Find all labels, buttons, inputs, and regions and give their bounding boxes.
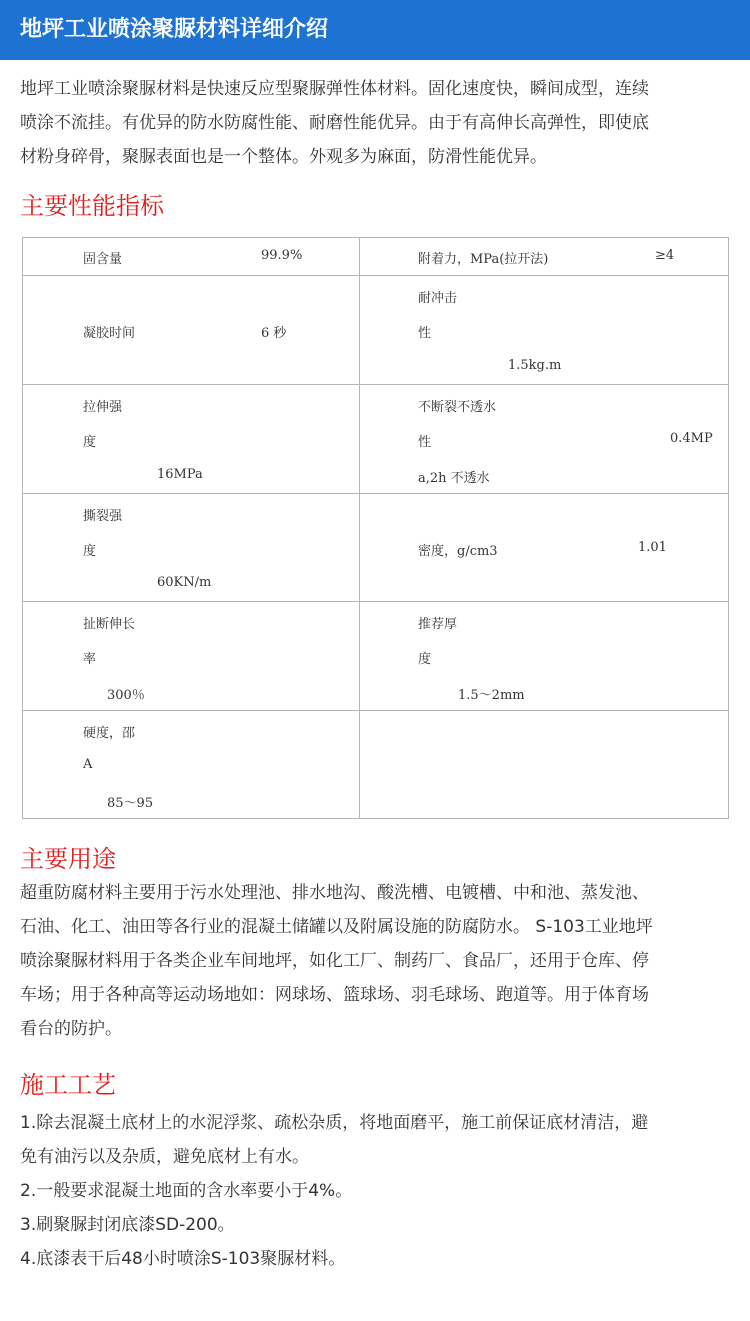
spec-cell	[23, 711, 360, 819]
spec-label: 不断裂不透水	[418, 400, 497, 415]
spec-label: 度	[83, 435, 97, 450]
spec-label: 推荐厚	[418, 617, 458, 632]
spec-value: a,2h 不透水	[418, 471, 490, 486]
table-row	[23, 494, 729, 602]
spec-cell	[23, 494, 360, 602]
page-title: 地坪工业喷涂聚脲材料详细介绍	[20, 17, 329, 42]
spec-value: 60KN/m	[157, 575, 212, 590]
spec-label: 凝胶时间	[83, 326, 136, 341]
spec-cell	[23, 238, 360, 276]
table-row	[23, 238, 729, 276]
spec-cell	[360, 494, 729, 602]
spec-label: 耐冲击	[418, 291, 458, 306]
spec-label: 度	[418, 652, 432, 667]
process-step: 2.一般要求混凝土地面的含水率要小于4%。	[20, 1181, 353, 1201]
usage-line: 喷涂聚脲材料用于各类企业车间地坪，如化工厂、制药厂、食品厂，还用于仓库、停	[20, 951, 649, 971]
spec-value: 0.4MP	[670, 431, 713, 446]
intro-line: 材粉身碎骨，聚脲表面也是一个整体。外观多为麻面，防滑性能优异。	[20, 147, 547, 167]
table-row	[23, 385, 729, 494]
usage-line: 车场；用于各种高等运动场地如：网球场、篮球场、羽毛球场、跑道等。用于体育场	[20, 985, 649, 1005]
spec-value: 6 秒	[261, 326, 287, 341]
spec-cell	[360, 238, 729, 276]
spec-value: 300％	[107, 688, 145, 703]
usage-line: 看台的防护。	[20, 1019, 122, 1039]
intro-line: 地坪工业喷涂聚脲材料是快速反应型聚脲弹性体材料。固化速度快，瞬间成型，连续	[20, 79, 649, 99]
spec-label: 性	[418, 326, 432, 341]
spec-label: 固含量	[83, 252, 123, 267]
spec-value: 16MPa	[157, 467, 203, 482]
spec-label: 硬度，邵	[83, 726, 136, 741]
spec-cell	[360, 602, 729, 711]
process-heading: 施工工艺	[20, 1071, 116, 1099]
page-header	[0, 0, 750, 60]
spec-cell	[360, 385, 729, 494]
spec-label: 附着力，MPa(拉开法)	[418, 252, 549, 267]
spec-cell-empty	[360, 711, 729, 819]
spec-cell	[23, 385, 360, 494]
table-row	[23, 711, 729, 819]
usage-heading: 主要用途	[20, 845, 116, 873]
spec-label: 率	[83, 652, 97, 667]
spec-label: 度	[83, 544, 97, 559]
specs-table	[22, 237, 729, 819]
process-step-line: 1.除去混凝土底材上的水泥浮浆、疏松杂质，将地面磨平，施工前保证底材清洁，避	[20, 1113, 649, 1133]
table-row	[23, 276, 729, 385]
table-row	[23, 602, 729, 711]
intro-section	[0, 72, 750, 174]
specs-heading: 主要性能指标	[20, 192, 164, 220]
spec-cell	[23, 276, 360, 385]
process-steps	[0, 1106, 750, 1276]
spec-value: 1.01	[638, 540, 667, 555]
spec-label: 扯断伸长	[83, 617, 136, 632]
spec-label: A	[83, 757, 93, 772]
spec-cell	[360, 276, 729, 385]
spec-label: 拉伸强	[83, 400, 123, 415]
process-step: 3.刷聚脲封闭底漆SD-200。	[20, 1215, 235, 1235]
process-step: 4.底漆表干后48小时喷涂S-103聚脲材料。	[20, 1249, 346, 1269]
spec-value: ≥4	[655, 248, 675, 263]
usage-line: 超重防腐材料主要用于污水处理池、排水地沟、酸洗槽、电镀槽、中和池、蒸发池、	[20, 883, 649, 903]
spec-value: 1.5kg.m	[508, 358, 562, 373]
intro-line: 喷涂不流挂。有优异的防水防腐性能、耐磨性能优异。由于有高伸长高弹性，即使底	[20, 113, 649, 133]
spec-value: 85～95	[107, 796, 154, 811]
spec-label: 性	[418, 435, 432, 450]
spec-label: 撕裂强	[83, 509, 123, 524]
spec-cell	[23, 602, 360, 711]
usage-section	[0, 876, 750, 1046]
process-step-line: 免有油污以及杂质，避免底材上有水。	[20, 1147, 309, 1167]
spec-label: 密度，g/cm3	[418, 544, 498, 559]
spec-value: 1.5～2mm	[458, 688, 525, 703]
spec-value: 99.9%	[261, 248, 303, 263]
usage-line: 石油、化工、油田等各行业的混凝土储罐以及附属设施的防腐防水。 S-103工业地坪	[20, 917, 653, 937]
